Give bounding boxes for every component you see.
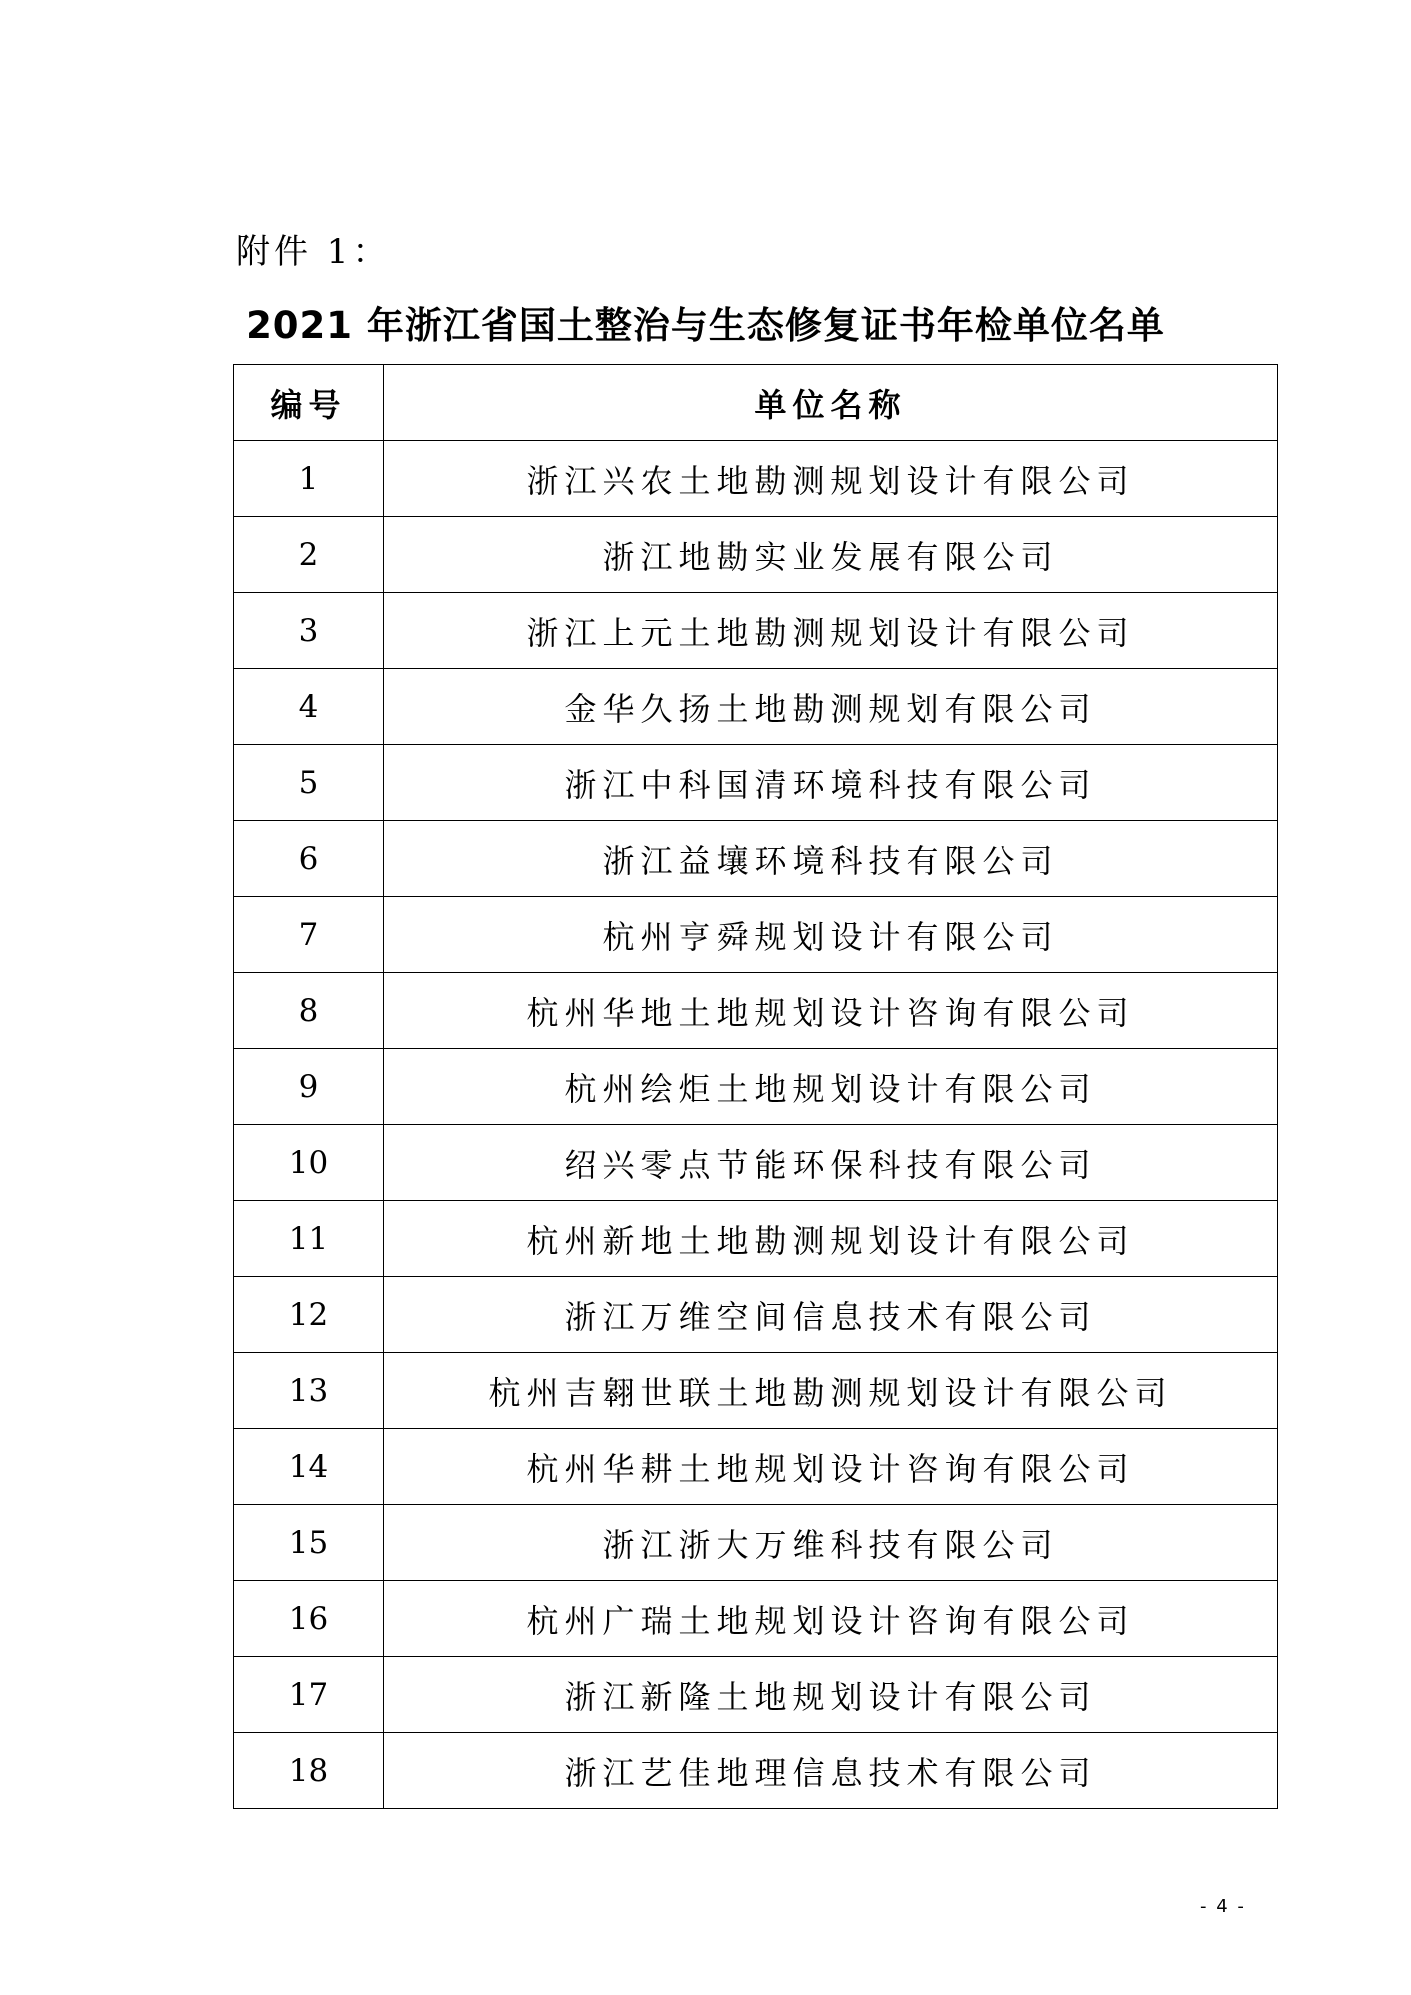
row-unit-name: 杭州华耕土地规划设计咨询有限公司 [384,1429,1278,1505]
row-number: 11 [234,1201,384,1277]
table-row [234,1657,1278,1733]
row-number: 8 [234,973,384,1049]
table-row [234,1125,1278,1201]
header-unit-name: 单位名称 [384,365,1278,441]
table-row [234,897,1278,973]
row-unit-name: 绍兴零点节能环保科技有限公司 [384,1125,1278,1201]
row-number: 7 [234,897,384,973]
attachment-label: 附件 1： [236,232,391,272]
row-number: 4 [234,669,384,745]
row-number: 2 [234,517,384,593]
table-header-row [234,365,1278,441]
header-number: 编号 [234,365,384,441]
row-number: 12 [234,1277,384,1353]
row-unit-name: 杭州绘炬土地规划设计有限公司 [384,1049,1278,1125]
row-number: 16 [234,1581,384,1657]
table-row [234,1277,1278,1353]
table-row [234,1505,1278,1581]
table-row [234,973,1278,1049]
row-unit-name: 浙江上元土地勘测规划设计有限公司 [384,593,1278,669]
table-row [234,517,1278,593]
row-number: 18 [234,1733,384,1809]
document-title: 2021 年浙江省国土整治与生态修复证书年检单位名单 [246,304,1165,347]
row-unit-name: 浙江万维空间信息技术有限公司 [384,1277,1278,1353]
row-number: 10 [234,1125,384,1201]
row-unit-name: 浙江兴农土地勘测规划设计有限公司 [384,441,1278,517]
row-number: 1 [234,441,384,517]
row-unit-name: 浙江浙大万维科技有限公司 [384,1505,1278,1581]
row-number: 15 [234,1505,384,1581]
table-row [234,669,1278,745]
table-row [234,593,1278,669]
table-row [234,745,1278,821]
row-unit-name: 浙江中科国清环境科技有限公司 [384,745,1278,821]
table-row [234,1201,1278,1277]
table-row [234,1353,1278,1429]
table-row [234,441,1278,517]
row-unit-name: 浙江益壤环境科技有限公司 [384,821,1278,897]
row-unit-name: 浙江地勘实业发展有限公司 [384,517,1278,593]
row-unit-name: 杭州亨舜规划设计有限公司 [384,897,1278,973]
row-unit-name: 金华久扬土地勘测规划有限公司 [384,669,1278,745]
table-row [234,1733,1278,1809]
row-unit-name: 杭州华地土地规划设计咨询有限公司 [384,973,1278,1049]
row-unit-name: 浙江艺佳地理信息技术有限公司 [384,1733,1278,1809]
row-number: 6 [234,821,384,897]
row-number: 3 [234,593,384,669]
page-number: - 4 - [1200,1896,1246,1917]
row-number: 13 [234,1353,384,1429]
row-unit-name: 杭州广瑞土地规划设计咨询有限公司 [384,1581,1278,1657]
row-number: 5 [234,745,384,821]
table-row [234,1049,1278,1125]
row-unit-name: 杭州吉翱世联土地勘测规划设计有限公司 [384,1353,1278,1429]
row-number: 17 [234,1657,384,1733]
table-row [234,821,1278,897]
unit-list-table [233,364,1278,1809]
row-number: 14 [234,1429,384,1505]
row-unit-name: 浙江新隆土地规划设计有限公司 [384,1657,1278,1733]
row-unit-name: 杭州新地土地勘测规划设计有限公司 [384,1201,1278,1277]
table-row [234,1581,1278,1657]
row-number: 9 [234,1049,384,1125]
table-row [234,1429,1278,1505]
